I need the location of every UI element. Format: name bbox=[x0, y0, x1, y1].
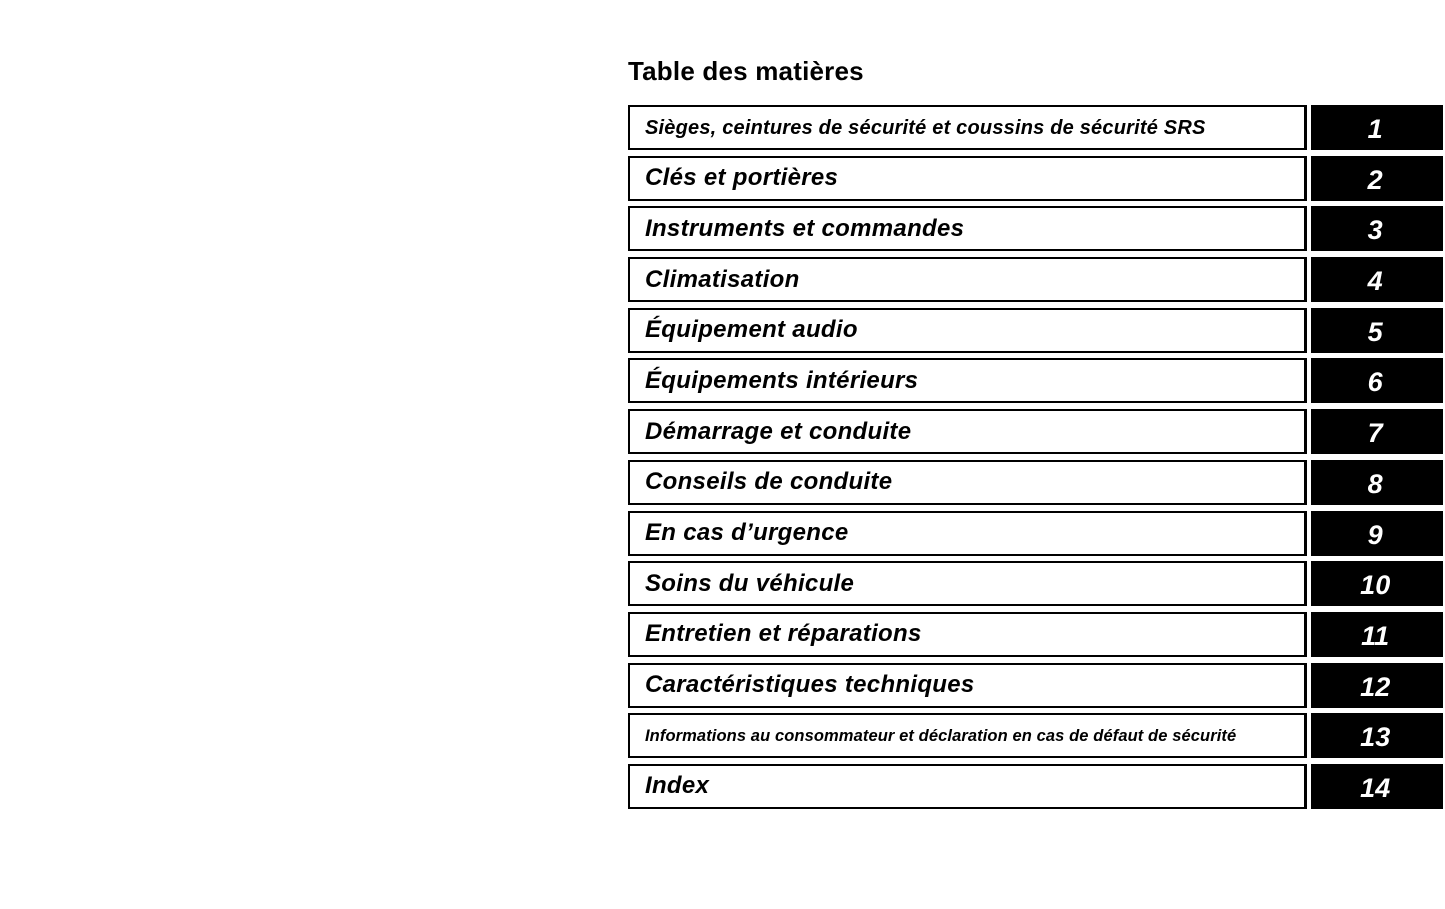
toc-label-box bbox=[628, 308, 1304, 353]
toc-label-box bbox=[628, 764, 1304, 809]
toc-row-4[interactable] bbox=[628, 257, 1443, 302]
toc-label: Équipements intérieurs bbox=[645, 366, 919, 394]
toc-number: 11 bbox=[1361, 620, 1390, 651]
toc-tab[interactable] bbox=[1304, 713, 1443, 758]
toc-label: Caractéristiques techniques bbox=[645, 671, 975, 699]
toc-tab[interactable] bbox=[1304, 206, 1443, 251]
toc-label: Soins du véhicule bbox=[645, 569, 855, 597]
toc-label: Sièges, ceintures de sécurité et coussins de sécurité SRS bbox=[645, 116, 1206, 139]
toc-row-11[interactable] bbox=[628, 612, 1443, 657]
toc-number: 13 bbox=[1360, 722, 1391, 753]
toc-number: 4 bbox=[1367, 266, 1383, 297]
toc-number: 3 bbox=[1367, 215, 1383, 246]
toc-row-10[interactable] bbox=[628, 561, 1443, 606]
toc-row-6[interactable] bbox=[628, 358, 1443, 403]
toc-tab[interactable] bbox=[1304, 105, 1443, 150]
toc-label-box bbox=[628, 358, 1304, 403]
toc-label-box bbox=[628, 460, 1304, 505]
toc-tab[interactable] bbox=[1304, 612, 1443, 657]
toc-label-box bbox=[628, 561, 1304, 606]
toc-label: Informations au consommateur et déclaration en cas de défaut de sécurité bbox=[645, 726, 1237, 745]
toc-label-box bbox=[628, 511, 1304, 556]
toc-tab[interactable] bbox=[1304, 409, 1443, 454]
toc-number: 6 bbox=[1367, 367, 1383, 398]
toc-list bbox=[628, 105, 1443, 815]
toc-tab[interactable] bbox=[1304, 257, 1443, 302]
toc-label-box bbox=[628, 663, 1304, 708]
toc-tab[interactable] bbox=[1304, 663, 1443, 708]
toc-number: 8 bbox=[1367, 468, 1383, 499]
toc-label-box bbox=[628, 713, 1304, 758]
toc-label-box bbox=[628, 206, 1304, 251]
toc-row-1[interactable] bbox=[628, 105, 1443, 150]
toc-row-13[interactable] bbox=[628, 713, 1443, 758]
toc-label-box bbox=[628, 409, 1304, 454]
toc-label: Démarrage et conduite bbox=[645, 417, 912, 445]
toc-label: Climatisation bbox=[645, 265, 800, 293]
toc-label: Instruments et commandes bbox=[645, 214, 965, 242]
toc-label: Index bbox=[645, 772, 710, 800]
toc-number: 7 bbox=[1367, 418, 1383, 449]
toc-row-8[interactable] bbox=[628, 460, 1443, 505]
toc-number: 14 bbox=[1360, 772, 1391, 803]
toc-title: Table des matières bbox=[628, 56, 864, 86]
toc-label: Clés et portières bbox=[645, 164, 839, 192]
toc-number: 5 bbox=[1367, 316, 1383, 347]
toc-row-14[interactable] bbox=[628, 764, 1443, 809]
toc-tab[interactable] bbox=[1304, 764, 1443, 809]
toc-row-7[interactable] bbox=[628, 409, 1443, 454]
toc-row-3[interactable] bbox=[628, 206, 1443, 251]
toc-row-9[interactable] bbox=[628, 511, 1443, 556]
toc-number: 2 bbox=[1367, 164, 1383, 195]
toc-row-5[interactable] bbox=[628, 308, 1443, 353]
toc-label: Équipement audio bbox=[645, 316, 858, 344]
toc-tab[interactable] bbox=[1304, 156, 1443, 201]
toc-label-box bbox=[628, 257, 1304, 302]
toc-tab[interactable] bbox=[1304, 511, 1443, 556]
toc-number: 9 bbox=[1367, 519, 1383, 550]
toc-label: En cas d’urgence bbox=[645, 519, 849, 546]
toc-label-box bbox=[628, 105, 1304, 150]
toc-number: 1 bbox=[1367, 114, 1383, 144]
toc-tab[interactable] bbox=[1304, 460, 1443, 505]
toc-tab[interactable] bbox=[1304, 358, 1443, 403]
toc-label-box bbox=[628, 612, 1304, 657]
toc-tab[interactable] bbox=[1304, 308, 1443, 353]
toc-label-box bbox=[628, 156, 1304, 201]
toc-row-2[interactable] bbox=[628, 156, 1443, 201]
toc-tab[interactable] bbox=[1304, 561, 1443, 606]
toc-number: 10 bbox=[1360, 570, 1391, 601]
toc-row-12[interactable] bbox=[628, 663, 1443, 708]
toc-label: Conseils de conduite bbox=[645, 468, 893, 496]
toc-label: Entretien et réparations bbox=[645, 620, 922, 648]
toc-number: 12 bbox=[1360, 671, 1391, 702]
